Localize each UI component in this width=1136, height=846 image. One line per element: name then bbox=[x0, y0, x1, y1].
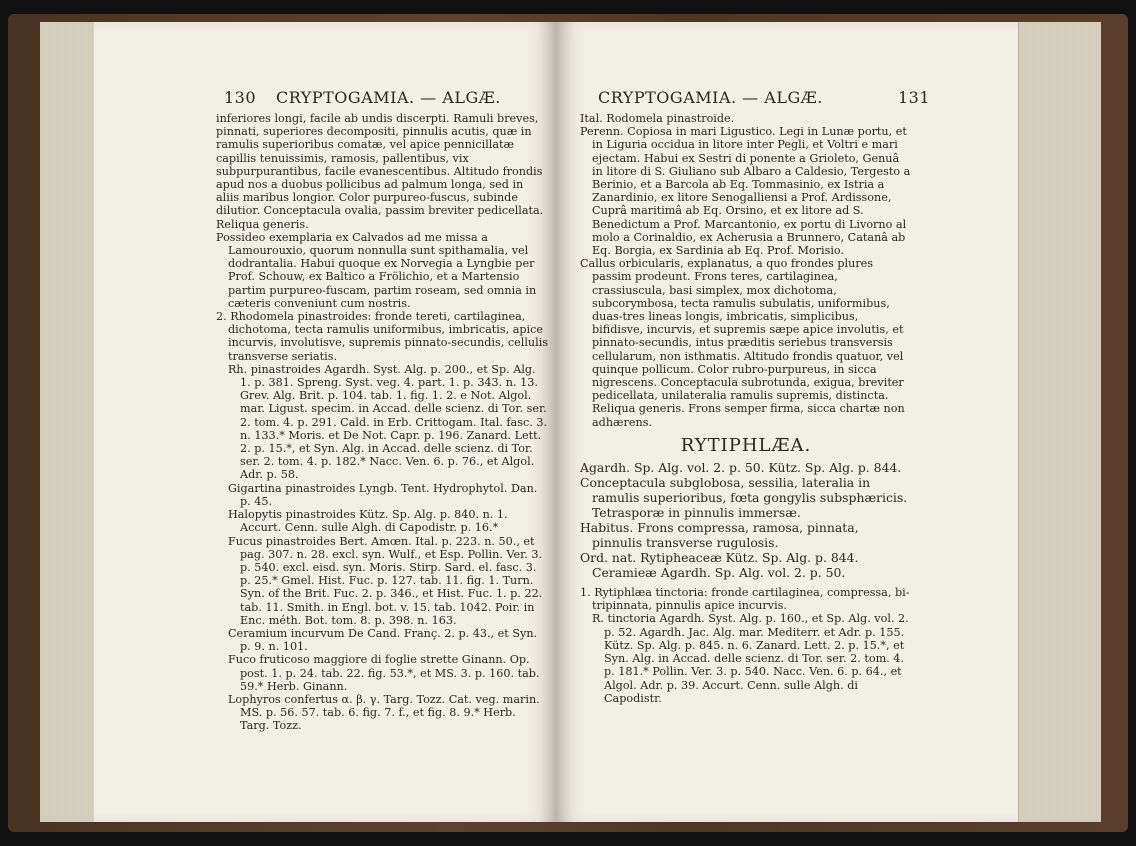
left-running-head bbox=[224, 88, 554, 110]
right-page bbox=[556, 22, 1018, 822]
paragraph: Perenn. Copiosa in mari Ligustico. Legi in Lunæ portu, et in Liguria occidua in litore inter Pegli, et Voltri e mari ejectam. Habui ex Sestri di ponente a Grioleto, Genuâ in litore di S. Giuliano sub Albaro a Caldesio, Tergesto a Berinio, et a Barcola ab Eq. Tommasinio, ex Istria a Zanardinio, ex litore Senogalliensi a Prof. Ardissone, Cuprâ maritimâ ab Eq. Orsino, et ex litore ad S. Benedictum a Prof. Marcantonio, ex portu di Livorno al molo a Corinaldio, ex Acherusia a Brunnero, Catanâ ab Eq. Borgia, ex Sardinia ab Eq. Prof. Morisio. bbox=[580, 125, 911, 258]
synonym-entry: Lophyros confertus α. β. γ. Targ. Tozz. Cat. veg. marin. MS. p. 56. 57. tab. 6. fig. 7. f., et fig. 8. 9.* Herb. Targ. Tozz. bbox=[228, 692, 540, 733]
paragraph: Callus orbicularis, explanatus, a quo frondes plures passim prodeunt. Frons teres, cartilaginea, crassiuscula, basi simplex, mox dichotoma, subcorymbosa, tecta ramulis subulatis, uniformibus, duas-tres lineas longis, imbricatis, simplicibus, bifidisve, incurvis, et supremis sæpe apice involutis, et pinnato-secundis, intus præditis seriebus transversis cellularum, non isthmatis. Altitudo frondis quatuor, vel quinque pollicum. Color rubro-purpureus, in sicca nigrescens. Conceptacula subrotunda, exigua, breviter pedicellata, unilateralia ramulis supremis, distincta. Reliqua generis. Frons semper firma, sicca chartæ non adhærens. bbox=[580, 257, 905, 429]
genus-habitus: Habitus. Frons compressa, ramosa, pinnata, pinnulis transverse rugulosis. bbox=[580, 520, 859, 551]
genus-title: RYTIPHLÆA. bbox=[680, 434, 812, 456]
synonym-entry: Gigartina pinastroides Lyngb. Tent. Hydrophytol. Dan. p. 45. bbox=[228, 481, 538, 508]
genus-description: Conceptacula subglobosa, sessilia, lateralia in ramulis superioribus, fœta gongylis subsphæricis. Tetrasporæ in pinnulis immersæ. bbox=[580, 475, 908, 521]
synonym-entry: Fucus pinastroides Bert. Amœn. Ital. p. 223. n. 50., et pag. 307. n. 28. excl. syn. Wulf., et Esp. Pollin. Ver. 3. p. 540. excl. eisd. syn. Moris. Stirp. Sard. el. fasc. 3. p. 25.* Gmel. Hist. Fuc. p. 127. tab. 11. fig. 1. Turn. Syn. of the Brit. Fuc. 2. p. 346., et Hist. Fuc. 1. p. 22. tab. 11. Smith. in Engl. bot. v. 15. tab. 1042. Poir. in Enc. méth. Bot. tom. 8. p. 398. n. 163. bbox=[228, 534, 543, 627]
left-page bbox=[94, 22, 556, 822]
left-running-title: CRYPTOGAMIA. — ALGÆ. bbox=[276, 88, 501, 107]
species-heading: 2. Rhodomela pinastroides: fronde tereti, cartilaginea, dichotoma, tecta ramulis uniformibus, imbricatis, apice incurvis, involutisve, supremis pinnato-secundis, cellulis transverse seriatis. bbox=[216, 310, 549, 363]
synonym-entry: Fuco fruticoso maggiore di foglie strette Ginann. Op. post. 1. p. 24. tab. 22. fig. 53.*, et MS. 3. p. 160. tab. 59.* Herb. Ginann. bbox=[228, 653, 540, 693]
right-page-number: 131 bbox=[897, 88, 930, 107]
species-heading: 1. Rytiphlæa tinctoria: fronde cartilaginea, compressa, bi-tripinnata, pinnulis apice incurvis. bbox=[580, 586, 910, 613]
left-page-number: 130 bbox=[224, 88, 257, 107]
right-text-column bbox=[580, 112, 912, 705]
right-running-head bbox=[598, 88, 930, 110]
left-page-edges bbox=[40, 22, 95, 822]
left-text-column bbox=[216, 112, 548, 733]
synonym-entry: Ceramium incurvum De Cand. Franç. 2. p. 43., et Syn. p. 9. n. 101. bbox=[228, 626, 538, 654]
synonym-entry: Rh. pinastroides Agardh. Syst. Alg. p. 200., et Sp. Alg. 1. p. 381. Spreng. Syst. veg. 4. part. 1. p. 343. n. 13. Grev. Alg. Brit. p. 104. tab. 1. fig. 1. 2. e Not. Algol. mar. Ligust. specim. in Accad. delle scienz. di Tor. ser. 2. tom. 4. p. 291. Cald. in Erb. Crittogam. Ital. fasc. 3. n. 133.* Moris. et De Not. Capr. p. 196. Zanard. Lett. 2. p. 15.*, et Syn. Alg. in Accad. delle scienz. di Tor. ser. 2. tom. 4. p. 182.* Nacc. Ven. 6. p. 76., et Algol. Adr. p. 58. bbox=[228, 362, 548, 482]
genus-reference: Agardh. Sp. Alg. vol. 2. p. 50. Kütz. Sp. Alg. p. 844. bbox=[580, 460, 902, 476]
paragraph: inferiores longi, facile ab undis discerpti. Ramuli breves, pinnati, superiores decompositi, pinnulis acutis, quæ in ramulis superioribus comatæ, vel apice pennicillatæ capillis tenuissimis, ramosis, pallentibus, vix subpurpurantibus, facile evanescentibus. Altitudo frondis apud nos a duobus pollicibus ad palmum longa, sed in aliis maribus longior. Color purpureo-fuscus, subinde dilutior. Conceptacula ovalia, passim breviter pedicellata. Reliqua generis. bbox=[216, 112, 544, 231]
synonym-entry: R. tinctoria Agardh. Syst. Alg. p. 160., et Sp. Alg. vol. 2. p. 52. Agardh. Jac. Alg. mar. Mediterr. et Adr. p. 155. Kütz. Sp. Alg. p. 845. n. 6. Zanard. Lett. 2. p. 15.*, et Syn. Alg. in Accad. delle scienz. di Tor. ser. 2. tom. 4. p. 181.* Pollin. Ver. 3. p. 540. Nacc. Ven. 6. p. 64., et Algol. Adr. p. 39. Accurt. Cenn. sulle Algh. di Capodistr. bbox=[592, 612, 909, 705]
paragraph: Possideo exemplaria ex Calvados ad me missa a Lamourouxio, quorum nonnulla sunt spithamalia, vel dodrantalia. Habui quoque ex Norvegia a Lyngbie per Prof. Schouw, ex Baltico a Frölichio, et a Martensio partim purpureo-fuscam, partim roseam, sed omnia in cæteris conveniunt cum nostris. bbox=[216, 230, 537, 310]
right-page-edges bbox=[1018, 22, 1101, 822]
paragraph: Ital. Rodomela pinastroide. bbox=[580, 112, 735, 125]
right-running-title: CRYPTOGAMIA. — ALGÆ. bbox=[598, 88, 823, 107]
synonym-entry: Halopytis pinastroides Kütz. Sp. Alg. p. 840. n. 1. Accurt. Cenn. sulle Algh. di Capodistr. p. 16.* bbox=[228, 508, 508, 535]
genus-order: Ord. nat. Rytipheaceæ Kütz. Sp. Alg. p. 844. Ceramieæ Agardh. Sp. Alg. vol. 2. p. 50. bbox=[580, 550, 859, 581]
